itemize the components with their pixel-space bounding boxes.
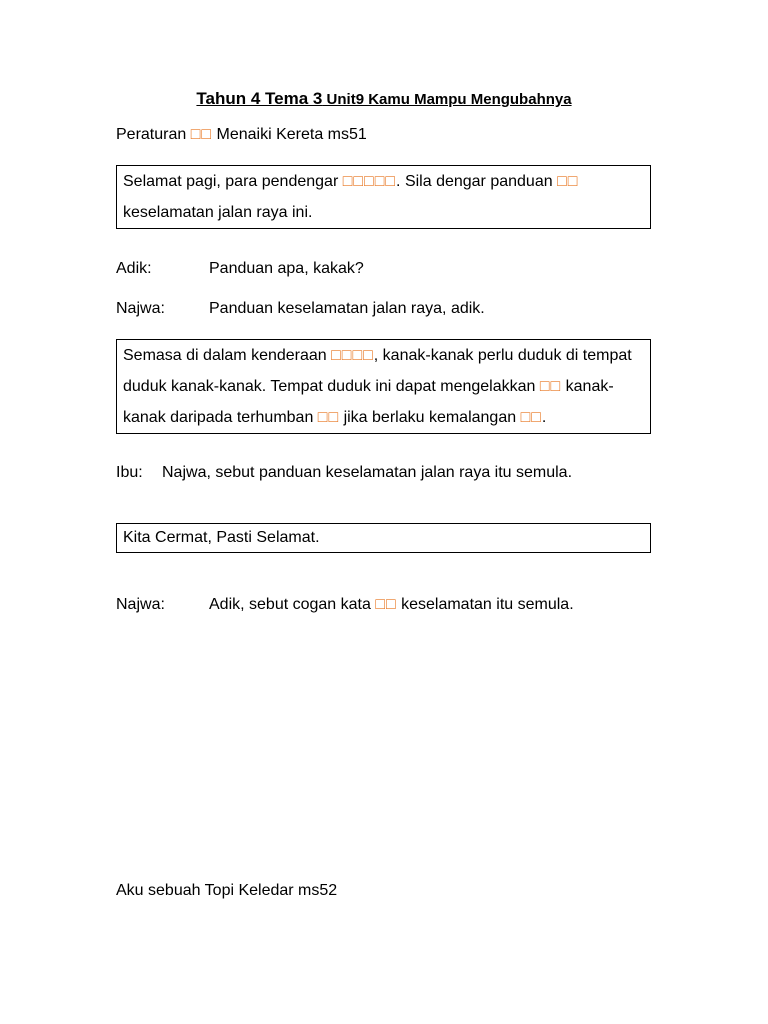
- slogan-box: [116, 523, 651, 553]
- heading-text: Peraturan: [116, 126, 191, 143]
- speaker-label: Adik:: [116, 260, 152, 277]
- box-text: keselamatan jalan raya ini.: [123, 204, 313, 221]
- dialog-text: Najwa, sebut panduan keselamatan jalan raya itu semula.: [162, 464, 573, 481]
- missing-glyph-icon: □□□□□: [342, 173, 397, 190]
- box-text: duduk kanak-kanak. Tempat duduk ini dapat mengelakkan: [123, 378, 540, 395]
- dialog-text: Adik, sebut cogan kata: [209, 596, 376, 613]
- box-line: [123, 371, 644, 402]
- box-text: jika berlaku kemalangan: [339, 409, 521, 426]
- speaker-label: Najwa:: [116, 300, 165, 317]
- section-heading-topi-keledar: [116, 880, 337, 902]
- missing-glyph-icon: □□□□: [331, 347, 374, 364]
- box-text: . Sila dengar panduan: [396, 173, 558, 190]
- box-text: Semasa di dalam kenderaan: [123, 347, 332, 364]
- box-line: [123, 197, 644, 228]
- missing-glyph-icon: □□: [190, 126, 213, 143]
- speaker-label: Ibu:: [116, 464, 143, 481]
- section-heading-peraturan: [116, 124, 367, 146]
- announcement-box-1: [116, 165, 651, 229]
- missing-glyph-icon: □□: [520, 409, 542, 426]
- missing-glyph-icon: □□: [317, 409, 340, 426]
- missing-glyph-icon: □□: [375, 596, 397, 613]
- dialog-line-adik: [116, 258, 364, 280]
- dialog-line-ibu: [116, 462, 572, 484]
- box-text: .: [541, 409, 547, 426]
- announcement-box-2: [116, 339, 651, 434]
- dialog-text: Panduan apa, kakak?: [209, 260, 364, 277]
- document-title: [0, 88, 768, 111]
- missing-glyph-icon: □□: [557, 173, 579, 190]
- box-line: [123, 340, 644, 371]
- dialog-text: keselamatan itu semula.: [396, 596, 574, 613]
- missing-glyph-icon: □□: [539, 378, 562, 395]
- box-line: [123, 402, 644, 433]
- speaker-label: Najwa:: [116, 596, 165, 613]
- title-main: Tahun 4 Tema 3: [196, 89, 323, 108]
- dialog-text: Panduan keselamatan jalan raya, adik.: [209, 300, 485, 317]
- heading-text: Menaiki Kereta ms51: [212, 126, 367, 143]
- box-text: Selamat pagi, para pendengar: [123, 173, 343, 190]
- dialog-line-najwa-2: [116, 594, 574, 616]
- box-line: [123, 166, 644, 197]
- box-text: kanak-: [561, 378, 614, 395]
- dialog-line-najwa: [116, 298, 485, 320]
- box-text: kanak daripada terhumban: [123, 409, 318, 426]
- title-unit: Unit9 Kamu Mampu Mengubahnya: [322, 91, 572, 108]
- box-text: , kanak-kanak perlu duduk di tempat: [373, 347, 632, 364]
- slogan-text: Kita Cermat, Pasti Selamat.: [123, 529, 320, 546]
- heading-text: Aku sebuah Topi Keledar ms52: [116, 882, 338, 899]
